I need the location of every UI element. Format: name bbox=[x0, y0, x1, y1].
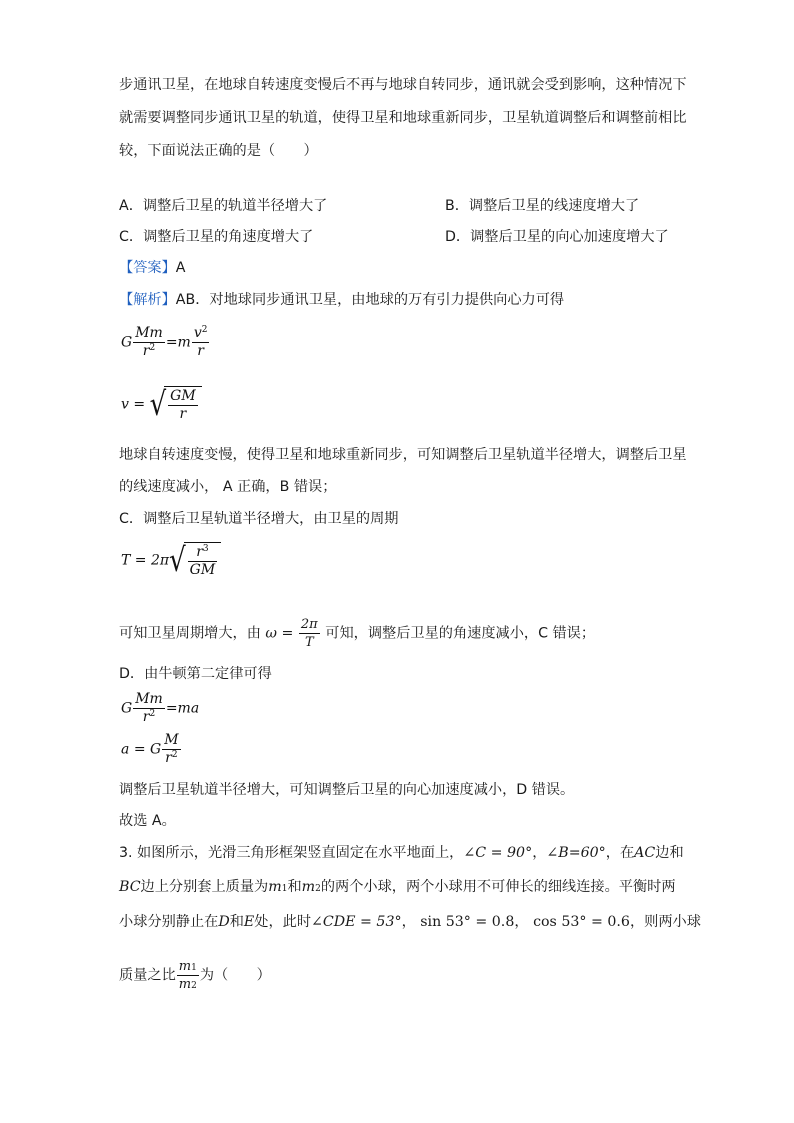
answer-value: A bbox=[175, 260, 186, 276]
option-a: A．调整后卫星的轨道半径增大了 bbox=[119, 198, 328, 214]
symbol-G: G bbox=[121, 334, 133, 351]
radicand: $\frac{GM}{r}$ bbox=[164, 386, 202, 423]
q3-line: 小球分别静止在D和E处，此时∠CDE = 53°， sin 53° = 0.8， cos 53° = 0.6，则两小球 bbox=[119, 914, 701, 930]
analysis-paragraph: 调整后卫星轨道半径增大，可知调整后卫星的向心加速度减小，D 错误。 bbox=[119, 782, 575, 798]
analysis-paragraph: 故选 A。 bbox=[119, 813, 176, 829]
question-text-line: 就需要调整同步通讯卫星的轨道，使得卫星和地球重新同步，卫星轨道调整后和调整前相比 bbox=[119, 110, 687, 126]
option-c: C．调整后卫星的角速度增大了 bbox=[119, 229, 314, 245]
fraction: $\frac{v^2}{r}$ bbox=[193, 325, 208, 359]
sqrt-sign: √ bbox=[149, 385, 167, 424]
analysis-paragraph: C．调整后卫星轨道半径增大，由卫星的周期 bbox=[119, 511, 399, 527]
q3-line: 3. 如图所示，光滑三角形框架竖直固定在水平地面上，∠C = 90°，∠B=60°，在AC边和 bbox=[119, 845, 684, 861]
analysis-line bbox=[119, 290, 564, 310]
question-text-line: 步通讯卫星，在地球自转速度变慢后不再与地球自转同步，通讯就会受到影响，这种情况下 bbox=[119, 77, 687, 93]
analysis-text: AB．对地球同步通讯卫星，由地球的万有引力提供向心力可得 bbox=[175, 292, 565, 308]
answer-line bbox=[119, 258, 185, 278]
option-d: D．调整后卫星的向心加速度增大了 bbox=[445, 229, 669, 245]
analysis-paragraph: 的线速度减小， A 正确，B 错误； bbox=[119, 479, 337, 495]
mass-ratio-fraction: $\frac{m_1}{m_2}$ bbox=[178, 959, 197, 992]
analysis-paragraph: 地球自转速度变慢，使得卫星和地球重新同步，可知调整后卫星轨道半径增大，调整后卫星 bbox=[119, 447, 687, 463]
q3-line: BC边上分别套上质量为$m_1$和$m_2$的两个小球，两个小球用不可伸长的细线连接。平衡时两 bbox=[119, 879, 676, 895]
fraction: $\frac{Mm}{r^2}$ bbox=[135, 325, 163, 359]
analysis-omega-line: 可知卫星周期增大，由 ω = $\frac{2\pi}{T}$ 可知，调整后卫星的角速度减小，C 错误； bbox=[119, 617, 596, 650]
formula-velocity: v = √ $\frac{GM}{r}$ bbox=[121, 386, 202, 423]
formula-acceleration: a = G $\frac{M}{r^2}$ bbox=[121, 732, 179, 766]
sqrt-sign: √ bbox=[169, 541, 186, 580]
answer-label: 【答案】 bbox=[119, 260, 176, 276]
fraction: $\frac{2\pi}{T}$ bbox=[300, 617, 318, 650]
formula-gravitation-centripetal: G $\frac{Mm}{r^2}$ =m $\frac{v^2}{r}$ bbox=[121, 325, 208, 359]
analysis-paragraph: D．由牛顿第二定律可得 bbox=[119, 666, 272, 682]
analysis-label: 【解析】 bbox=[119, 292, 176, 308]
option-b: B．调整后卫星的线速度增大了 bbox=[445, 198, 640, 214]
radicand: $\frac{r^3}{GM}$ bbox=[184, 542, 222, 579]
q3-line: 质量之比 $\frac{m_1}{m_2}$ 为（ ） bbox=[119, 959, 271, 992]
question-text-line: 较，下面说法正确的是（ ） bbox=[119, 143, 318, 159]
formula-newton-second-law: G $\frac{Mm}{r^2}$ =ma bbox=[121, 691, 200, 725]
formula-period: T = 2π√ $\frac{r^3}{GM}$ bbox=[121, 542, 221, 579]
